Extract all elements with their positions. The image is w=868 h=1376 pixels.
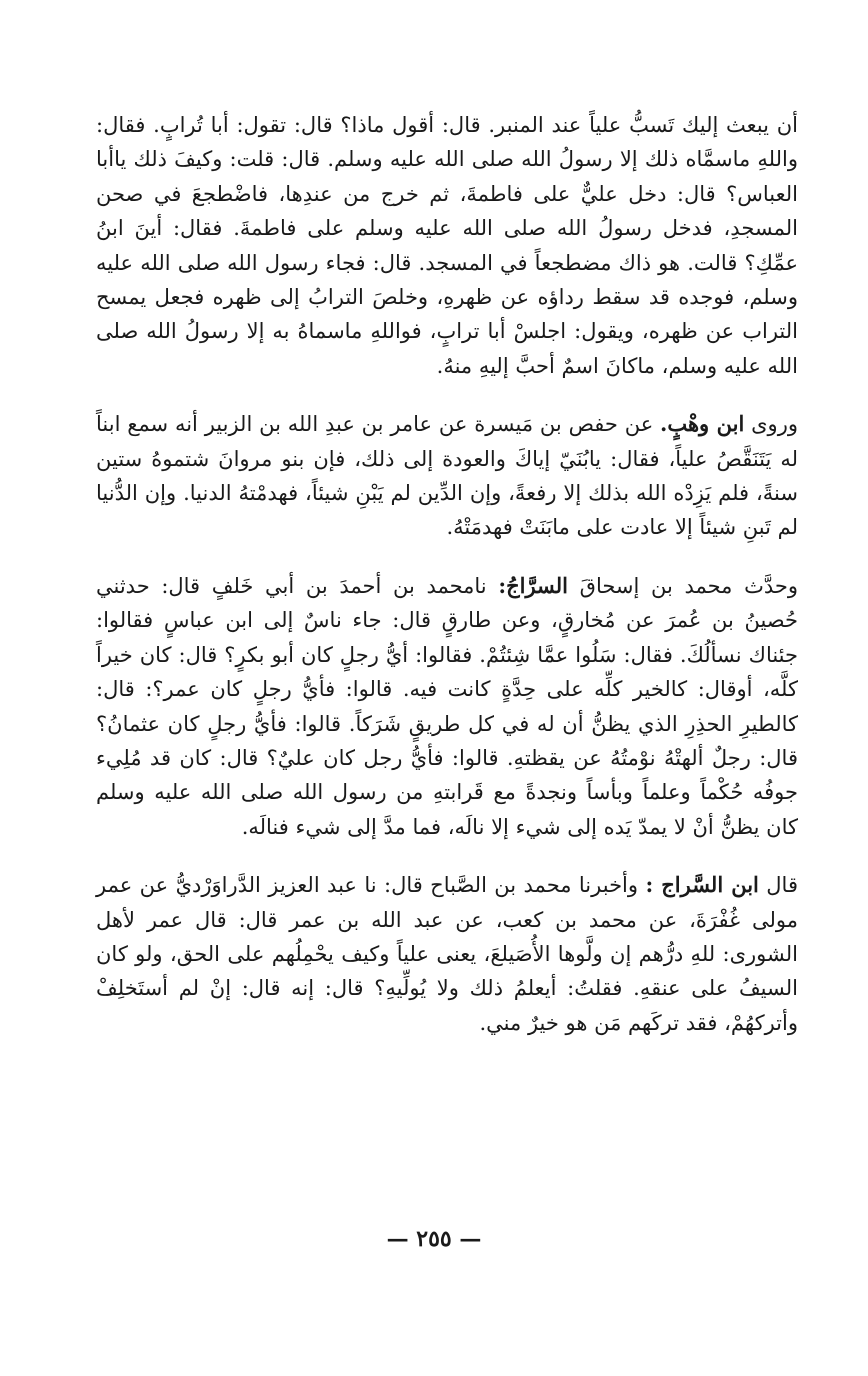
page-body xyxy=(96,108,798,1040)
paragraph-3-lead: وحدَّث محمد بن إسحاقَ xyxy=(579,573,798,598)
paragraph-3-text: نامحمد بن أحمدَ بن أبي خَلفٍ قال: حدثني حُصينُ بن عُمرَ عن مُخارقٍ، وعن طارقٍ قال: جاء ناسٌ إلى ابن عباسٍ فقالوا: جئناك نسألُكَ. فقال: سَلُوا عمَّا شِئتُمْ. فقالوا: أيُّ رجلٍ كان أبو بكرٍ؟ قال: كان خيراً كلَّه، أوقال: كالخير كلِّه على حِدَّةٍ كانت فيه. قالوا: فأيُّ رجلٍ كان عمر؟: قال: كالطيرِ الحذِرِ الذي يظنُّ أن له في كل طريقٍ شَرَكاً. قالوا: فأيُّ رجلٍ كان عثمانُ؟ قال: رجلٌ ألهتْهُ نوْمتُهُ عن يقظتهِ. قالوا: فأيُّ رجل كان عليٌ؟ قال: كان قد مُلِيء جوفُه حُكْماً وعلماً وبأساً ونجدةً مع قَرابتهِ من رسول الله صلى الله عليه وسلم كان يظنُّ أنْ لا يمدّ يَده إلى شيء إلا نالَه، فما مدَّ إلى شيء فنالَه. xyxy=(96,573,798,839)
paragraph-2-lead: وروى xyxy=(751,412,798,437)
paragraph-4-lead: قال xyxy=(766,873,798,898)
paragraph-4-speaker: ابن السَّراج : xyxy=(645,872,759,898)
paragraph-3-speaker: السرَّاجُ: xyxy=(498,572,569,598)
paragraph-4-text: وأخبرنا محمد بن الصَّباح قال: نا عبد العزيز الدَّراوَرْديُّ عن عمر مولى غُفْرَةَ، عن محمد بن كعب، عن عبد الله بن عمر قال: قال عمر لأهل الشورى: للهِ درُّهم إن ولَّوها الأُصَيلعَ، يعنى علياً وكيف يحْمِلُهم على الحق، ولو كان السيفُ على عنقهِ. فقلتُ: أيعلمُ ذلك ولا يُولِّيهِ؟ قال: إنه قال: إنْ لم أستَخلِفْ وأتركهُمْ، فقد تركَهم مَن هو خيرٌ مني. xyxy=(96,873,798,1035)
paragraph-1-text: أن يبعث إليك تَسبُّ علياً عند المنبر. قال: أقول ماذا؟ قال: تقول: أبا تُرابٍ. فقال: واللهِ ماسمَّاه ذلك إلا رسولُ الله صلى الله عليه وسلم. قال: قلت: وكيفَ ذلك ياأبا العباس؟ قال: دخل عليٌّ على فاطمةَ، ثم خرج من عندِها، فاضْطجعَ في صحن المسجدِ، فدخل رسولُ الله صلى الله عليه وسلم على فاطمةَ. فقال: أينَ ابنُ عمِّكِ؟ قالت. هو ذاك مضطجعاً في المسجد. قال: فجاء رسول الله صلى الله عليه وسلم، فوجده قد سقط رداؤه عن ظهرهِ، وخلصَ الترابُ إلى ظهره فجعل يمسح التراب عن ظهره، ويقول: اجلسْ أبا ترابٍ، فواللهِ ماسماهُ به إلا رسولُ الله صلى الله عليه وسلم، ماكانَ اسمٌ أحبَّ إليهِ منهُ. xyxy=(96,113,798,378)
paragraph-3 xyxy=(96,569,798,844)
paragraph-4 xyxy=(96,868,798,1040)
paragraph-2-speaker: ابن وهْبٍ. xyxy=(660,411,745,437)
paragraph-1 xyxy=(96,108,798,383)
paragraph-2 xyxy=(96,407,798,545)
paragraph-2-text: عن حفص بن مَيسرة عن عامر بن عبدِ الله بن الزبير أنه سمع ابناً له يَتَنَقَّصُ علياً، فقال: يابُنَيّ إياكَ والعودة إلى ذلك، فإن بنو مروانَ شتموهُ ستين سنةً، فلم يَزِدْه الله بذلك إلا رفعةً، وإن الدِّين لم يَبْنِ شيئاً، فهدمْتهُ الدنيا. وإن الدُّنيا لم تَبنِ شيئاً إلا عادت على مابَنَتْ فهدمَتْهُ. xyxy=(96,412,798,540)
page-number: — ٢٥٥ — xyxy=(386,1226,482,1252)
